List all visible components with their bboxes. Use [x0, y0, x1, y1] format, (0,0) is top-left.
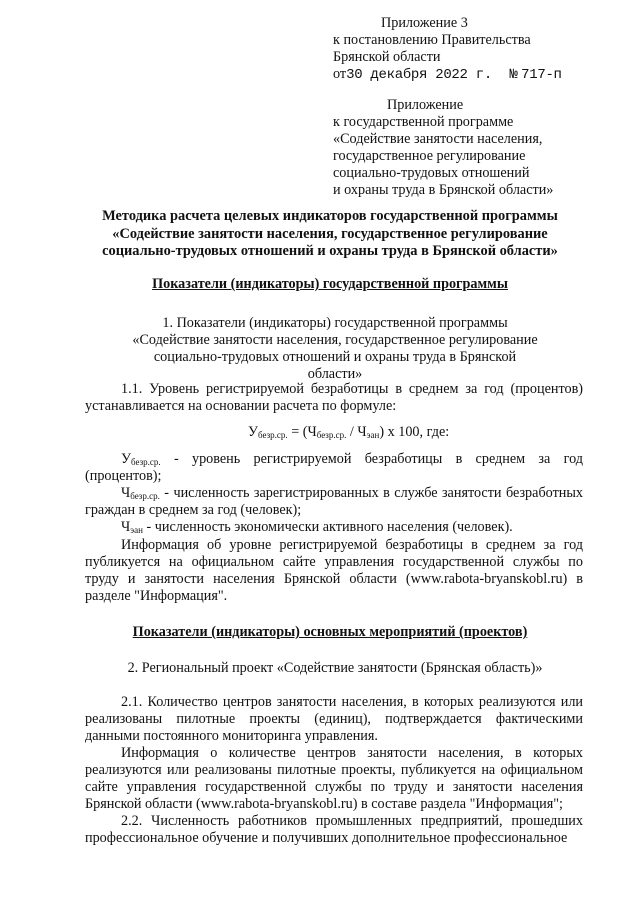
definition-text: - численность зарегистрированных в службе занятости безработных граждан в среднем за год (человек); — [85, 485, 583, 518]
title-line: Методика расчета целевых индикаторов государственной программы — [102, 208, 558, 224]
formula-operator: = ( — [287, 424, 308, 440]
decree-number: 717-п — [521, 67, 562, 83]
list-item-text: Показатели (индикаторы) государственной программы «Содействие занятости населения, государственное регулирование социально-трудовых отношений и охраны труда в Брянской области» — [132, 315, 538, 382]
list-item-text: Региональный проект «Содействие занятости (Брянская область)» — [141, 660, 543, 676]
unemployment-formula — [248, 424, 449, 441]
paragraph-info-centers: Информация о количестве центров занятости населения, в которых реализуются или реализованы пилотные проекты, публикуется на официальном сайте управления государственной службы по труду и занятости населения Брянской области (www.rabota-bryanskobl.ru) в составе раздела "Информация"; — [85, 745, 583, 812]
definition-symbol: Ч — [121, 485, 131, 501]
appendix-block — [333, 97, 623, 199]
appendix-line: социально-трудовых отношений — [333, 165, 530, 181]
appendix-3-date-line — [333, 66, 623, 84]
appendix-line: и охраны труда в Брянской области» — [333, 182, 554, 198]
formula-symbol-u: У — [248, 424, 259, 440]
definition-u — [85, 451, 583, 485]
formula-symbol-ch: Ч — [307, 424, 317, 440]
formula-subscript: безр.ср. — [258, 430, 288, 440]
paragraph-1-1: 1.1. Уровень регистрируемой безработицы в среднем за год (процентов) устанавливается на основании расчета по формуле: — [85, 381, 583, 414]
appendix-3-line: Брянской области — [333, 49, 441, 65]
appendix-heading: Приложение — [387, 97, 464, 113]
section-heading-program-indicators: Показатели (индикаторы) государственной программы — [152, 276, 508, 292]
date-prefix: от — [333, 66, 347, 82]
title-line: «Содействие занятости населения, государственное регулирование — [112, 225, 548, 242]
paragraph-2-2: 2.2. Численность работников промышленных предприятий, прошедших профессиональное обучение и получивших дополнительное профессиональное — [85, 813, 583, 846]
formula-symbol-ch: Ч — [357, 424, 367, 440]
formula-subscript: безр.ср. — [316, 430, 347, 440]
number-sign: № — [509, 67, 518, 83]
definition-ch — [85, 485, 583, 519]
appendix-3-block — [333, 15, 623, 84]
paragraph-info-unemployment: Информация об уровне регистрируемой безработицы в среднем за год публикуется на официальном сайте управления государственной службы по труду и занятости населения Брянской области (www.rabota-bryanskobl.ru) в разделе "Информация". — [85, 537, 583, 604]
title-line: социально-трудовых отношений и охраны труда в Брянской области» — [102, 243, 558, 259]
document-title — [60, 208, 600, 261]
definition-subscript: безр.ср. — [130, 491, 160, 501]
list-item-1 — [125, 315, 545, 383]
definition-subscript: эан — [130, 525, 143, 535]
appendix-3-line: к постановлению Правительства — [333, 32, 531, 48]
list-item-number: 2. — [127, 660, 139, 676]
formula-subscript: эан — [366, 430, 380, 440]
definition-subscript: безр.ср. — [131, 457, 161, 467]
list-item-number: 1. — [162, 315, 174, 331]
appendix-3-heading: Приложение 3 — [381, 15, 468, 31]
decree-date: 30 декабря 2022 г. — [346, 67, 492, 83]
appendix-line: «Содействие занятости населения, — [333, 131, 543, 147]
definition-ch-ean — [85, 519, 583, 536]
definition-symbol: Ч — [121, 519, 131, 535]
section-heading-main-activities: Показатели (индикаторы) основных мероприятий (проектов) — [132, 624, 528, 640]
list-item-2 — [125, 660, 545, 677]
appendix-line: к государственной программе — [333, 114, 514, 130]
paragraph-2-1: 2.1. Количество центров занятости населения, в которых реализуются или реализованы пилотные проекты (единиц), подтверждается фактическими данными постоянного мониторинга управления. — [85, 694, 583, 744]
definition-symbol: У — [121, 451, 132, 467]
formula-tail: ) х 100, где: — [379, 424, 450, 440]
appendix-line: государственное регулирование — [333, 148, 526, 164]
formula-operator: / — [346, 424, 358, 440]
definition-text: - численность экономически активного населения (человек). — [142, 519, 513, 535]
definition-text: - уровень регистрируемой безработицы в среднем за год (процентов); — [85, 451, 583, 484]
